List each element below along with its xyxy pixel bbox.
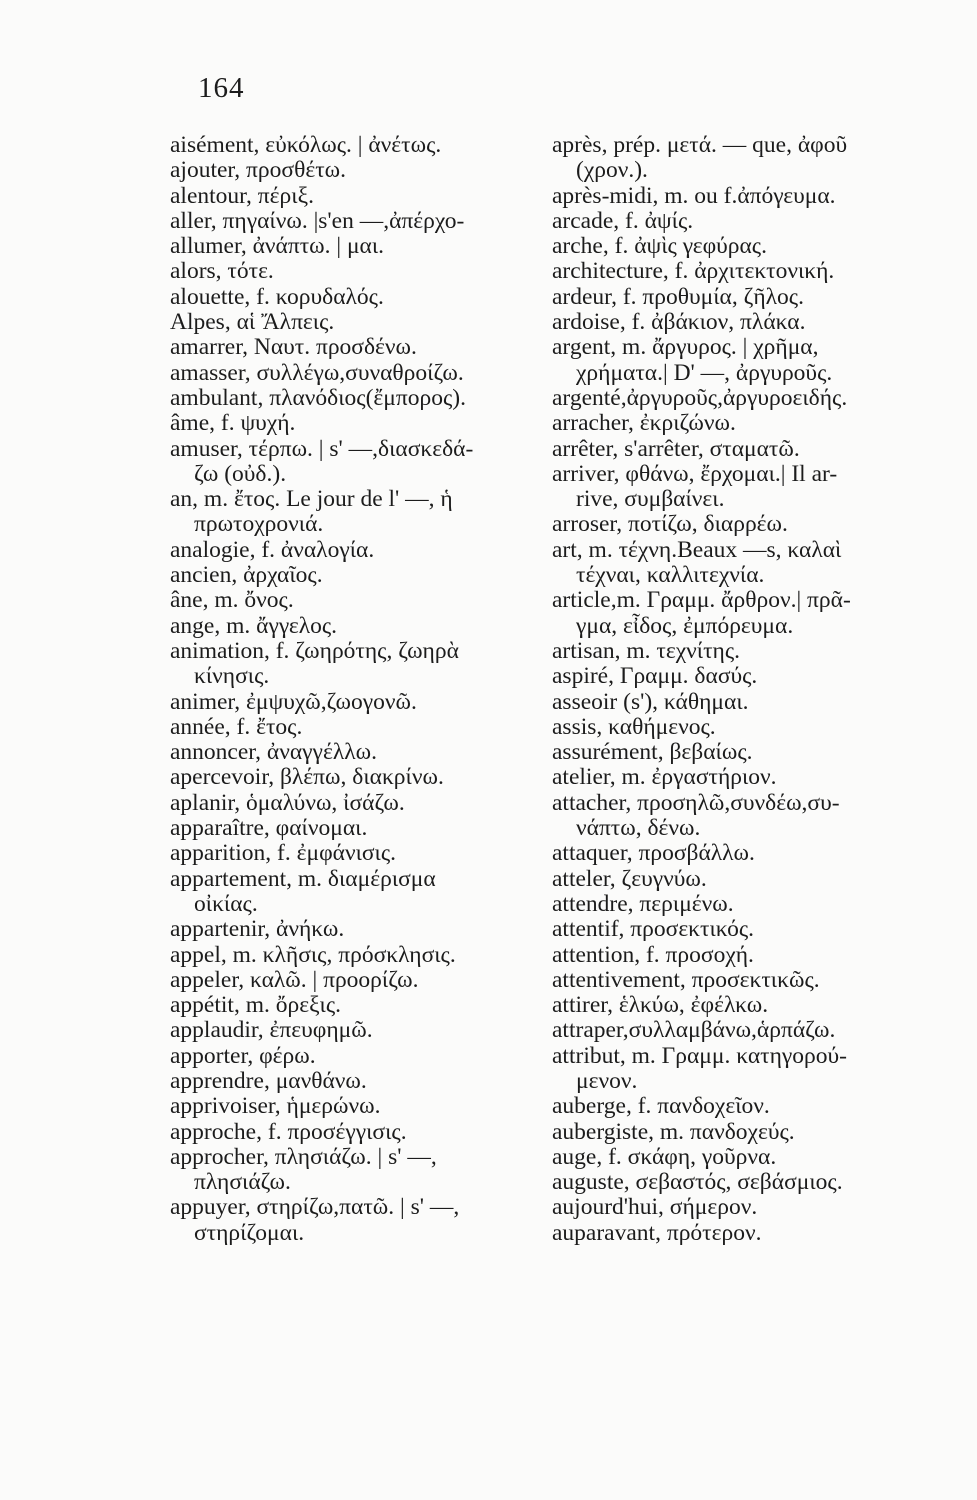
dictionary-entry-line: argenté,ἀργυροῦς,ἀργυροειδής. [552, 384, 848, 411]
dictionary-entry-line: (χρον.). [576, 157, 648, 184]
dictionary-entry-line: approche, f. προσέγγισις. [170, 1118, 407, 1145]
dictionary-entry-line: Alpes, αἱ Ἄλπεις. [170, 309, 335, 336]
dictionary-entry-line: assis, καθήμενος. [552, 713, 716, 740]
page-number: 164 [198, 72, 245, 104]
dictionary-entry-line: aplanir, ὁμαλύνω, ἰσάζω. [170, 789, 405, 816]
dictionary-entry-line: analogie, f. ἀναλογία. [170, 536, 375, 563]
dictionary-entry-line: après-midi, m. ou f.ἀπόγευμα. [552, 182, 836, 209]
dictionary-entry-line: auberge, f. πανδοχεῖον. [552, 1093, 770, 1120]
dictionary-entry-line: asseoir (s'), κάθημαι. [552, 688, 749, 715]
dictionary-entry-line: auparavant, πρότερον. [552, 1219, 762, 1246]
dictionary-entry-line: appuyer, στηρίζω,πατῶ. | s' —, [170, 1194, 460, 1221]
dictionary-entry-line: πλησιάζω. [194, 1169, 291, 1196]
dictionary-entry-line: article,m. Γραμμ. ἄρθρον.| πρᾶ- [552, 587, 851, 614]
dictionary-entry-line: ardeur, f. προθυμία, ζῆλος. [552, 283, 804, 310]
dictionary-entry-line: aisément, εὐκόλως. | ἀνέτως. [170, 132, 442, 158]
dictionary-entry-line: πρωτοχρονιά. [194, 511, 324, 538]
dictionary-entry-line: ajouter, προσθέτω. [170, 157, 346, 184]
dictionary-entry-line: apparition, f. ἐμφάνισις. [170, 840, 397, 867]
dictionary-entry-line: ardoise, f. ἀβάκιον, πλάκα. [552, 309, 806, 336]
dictionary-entry-line: apparaître, φαίνομαι. [170, 815, 368, 842]
dictionary-entry-line: architecture, f. ἀρχιτεκτονική. [552, 258, 835, 285]
dictionary-entry-line: aujourd'hui, σήμερον. [552, 1194, 758, 1221]
dictionary-entry-line: appeler, καλῶ. | προορίζω. [170, 966, 419, 993]
dictionary-entry-line: auge, f. σκάφη, γοῦρνα. [552, 1143, 777, 1170]
dictionary-entry-line: attacher, προσηλῶ,συνδέω,συ- [552, 789, 840, 816]
dictionary-entry-line: χρήματα.| D' —, ἀργυροῦς. [576, 359, 833, 386]
dictionary-entry-line: applaudir, ἐπευφημῶ. [170, 1017, 373, 1044]
dictionary-entry-line: appel, m. κλῆσις, πρόσκλησις. [170, 941, 456, 968]
dictionary-entry-line: alors, τότε. [170, 258, 274, 285]
dictionary-entry-line: ancien, ἀρχαῖος. [170, 562, 323, 589]
dictionary-entry-line: atteler, ζευγνύω. [552, 865, 707, 892]
dictionary-entry-line: après, prép. μετά. — que, ἀφοῦ [552, 132, 848, 158]
dictionary-entry-line: atelier, m. ἐργαστήριον. [552, 764, 777, 791]
dictionary-entry-line: ambulant, πλανόδιος(ἔμπορος). [170, 384, 466, 411]
dictionary-entry-line: στηρίζομαι. [194, 1219, 305, 1246]
dictionary-entry-line: animer, ἐμψυχῶ,ζωογονῶ. [170, 688, 417, 715]
dictionary-entry-line: attention, f. προσοχή. [552, 941, 754, 968]
dictionary-entry-line: arracher, ἐκριζώνω. [552, 410, 736, 437]
dictionary-entry-line: κίνησις. [194, 663, 270, 690]
dictionary-entry-line: attirer, ἑλκύω, ἐφέλκω. [552, 992, 769, 1019]
dictionary-entry-line: amarrer, Ναυτ. προσδένω. [170, 334, 417, 361]
dictionary-entry-line: rive, συμβαίνει. [576, 486, 725, 513]
dictionary-entry-line: attentif, προσεκτικός. [552, 916, 755, 943]
dictionary-entry-line: amasser, συλλέγω,συναθροίζω. [170, 359, 464, 386]
dictionary-entry-line: μενον. [576, 1067, 638, 1094]
dictionary-entry-line: assurément, βεβαίως. [552, 739, 753, 766]
dictionary-entry-line: arroser, ποτίζω, διαρρέω. [552, 511, 788, 538]
dictionary-entry-line: appartement, m. διαμέρισμα [170, 865, 436, 892]
dictionary-entry-line: auguste, σεβαστός, σεβάσμιος. [552, 1169, 843, 1196]
dictionary-entry-line: arriver, φθάνω, ἔρχομαι.| Il ar- [552, 460, 838, 487]
dictionary-entry-line: apporter, φέρω. [170, 1042, 316, 1069]
dictionary-entry-line: attaquer, προσβάλλω. [552, 840, 755, 867]
dictionary-entry-line: appartenir, ἀνήκω. [170, 916, 345, 943]
dictionary-entry-line: année, f. ἔτος. [170, 713, 303, 740]
dictionary-entry-line: ζω (οὐδ.). [194, 460, 287, 487]
right-column [552, 133, 851, 1246]
dictionary-entry-line: annoncer, ἀναγγέλλω. [170, 739, 377, 766]
dictionary-entry-line: approcher, πλησιάζω. | s' —, [170, 1143, 437, 1170]
dictionary-entry-line: ange, m. ἄγγελος. [170, 612, 338, 639]
dictionary-entry-line: art, m. τέχνη.Beaux —s, καλαὶ [552, 536, 842, 563]
dictionary-entry-line: appétit, m. ὄρεξις. [170, 992, 342, 1019]
dictionary-entry-line: aller, πηγαίνω. |s'en —,ἀπέρχο- [170, 207, 465, 234]
dictionary-entry-line: apprivoiser, ἡμερώνω. [170, 1093, 381, 1120]
dictionary-entry-line: attentivement, προσεκτικῶς. [552, 966, 820, 993]
dictionary-entry-line: νάπτω, δένω. [576, 815, 701, 842]
dictionary-entry-line: attribut, m. Γραμμ. κατηγορού- [552, 1042, 847, 1069]
dictionary-entry-line: alouette, f. κορυδαλός. [170, 283, 384, 310]
dictionary-entry-line: artisan, m. τεχνίτης. [552, 637, 741, 664]
dictionary-entry-line: alentour, πέριξ. [170, 182, 314, 209]
dictionary-entry-line: amuser, τέρπω. | s' —,διασκεδά- [170, 435, 474, 462]
dictionary-entry-line: aspiré, Γραμμ. δασύς. [552, 663, 758, 690]
dictionary-entry-line: animation, f. ζωηρότης, ζωηρὰ [170, 637, 459, 664]
dictionary-entry-line: an, m. ἔτος. Le jour de l' —, ἡ [170, 486, 453, 513]
dictionary-entry-line: οἰκίας. [194, 890, 258, 917]
dictionary-entry-line: aubergiste, m. πανδοχεύς. [552, 1118, 795, 1145]
dictionary-entry-line: arcade, f. ἀψίς. [552, 207, 694, 234]
dictionary-entry-line: arrêter, s'arrêter, σταματῶ. [552, 435, 800, 462]
dictionary-entry-line: arche, f. ἀψὶς γεφύρας. [552, 233, 767, 260]
dictionary-entry-line: allumer, ἀνάπτω. | μαι. [170, 233, 385, 260]
dictionary-entry-line: τέχναι, καλλιτεχνία. [576, 562, 765, 589]
dictionary-entry-line: attraper,συλλαμβάνω,ἁρπάζω. [552, 1017, 836, 1044]
dictionary-entry-line: apercevoir, βλέπω, διακρίνω. [170, 764, 444, 791]
dictionary-entry-line: apprendre, μανθάνω. [170, 1067, 367, 1094]
left-column [170, 133, 473, 1246]
dictionary-entry-line: âme, f. ψυχή. [170, 410, 296, 437]
dictionary-entry-line: âne, m. ὄνος. [170, 587, 294, 614]
dictionary-entry-line: argent, m. ἄργυρος. | χρῆμα, [552, 334, 819, 361]
dictionary-entry-line: attendre, περιμένω. [552, 890, 734, 917]
dictionary-entry-line: γμα, εἶδος, ἐμπόρευμα. [576, 612, 794, 639]
